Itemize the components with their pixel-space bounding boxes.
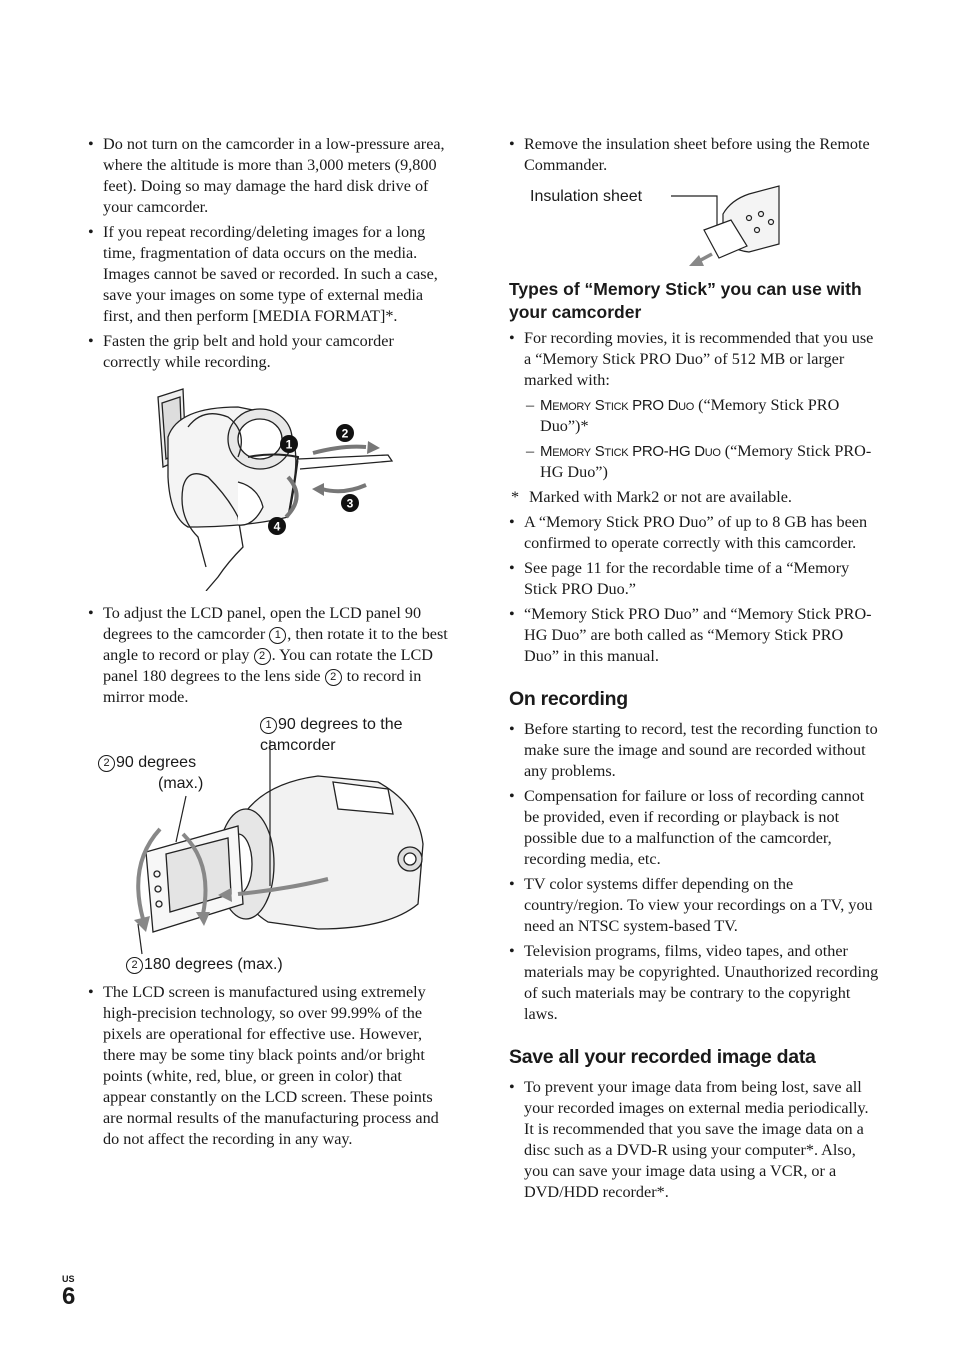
step-1-label: 1	[285, 437, 293, 452]
list-item: • See page 11 for the recordable time of a “Memory Stick PRO Duo.”	[509, 558, 881, 600]
lcd-panel-illustration	[88, 714, 448, 982]
list-item: • Compensation for failure or loss of recording cannot be provided, even if recording or playback is not possible due to a malfunction of the camcorder, recording media, etc.	[509, 786, 881, 870]
region-code: US	[62, 1274, 75, 1284]
step-2-label: 2	[341, 426, 349, 441]
list-item: – Memory Stick PRO Duo (“Memory Stick PRO Duo”)*	[526, 396, 840, 435]
recording-list	[509, 719, 881, 1025]
list-item: • Fasten the grip belt and hold your camcorder correctly while recording.	[88, 331, 448, 373]
save-data-list	[509, 1077, 881, 1203]
precautions-list	[88, 134, 448, 373]
camcorder-grip-illustration	[88, 377, 448, 591]
list-item: • Remove the insulation sheet before using the Remote Commander.	[509, 134, 881, 176]
list-item: • Television programs, films, video tapes, and other materials may be copyrighted. Unauthorized recording of such materials may be contrary to the copyright laws.	[509, 941, 881, 1025]
ms-pro-hg-duo-logo: Memory Stick PRO-HG Duo	[540, 443, 721, 460]
mark2-note: * Marked with Mark2 or not are available.	[511, 488, 792, 506]
remote-commander-illustration	[509, 184, 881, 274]
list-item: • Before starting to record, test the recording function to make sure the image and sound are recorded without any problems.	[509, 719, 881, 782]
lcd-rotation-figure	[88, 714, 448, 982]
list-item: • To prevent your image data from being lost, save all your recorded images on external media periodically. It is recommended that you save the image data on a disc such as a DVD-R using your computer*. Also, you can save your image data using a VCR, or a DVD/HDD recorder*.	[509, 1077, 881, 1203]
lcd-screen-list	[88, 982, 448, 1150]
remote-list	[509, 134, 881, 176]
circled-1: 1	[269, 627, 286, 644]
list-item: • A “Memory Stick PRO Duo” of up to 8 GB has been confirmed to operate correctly with this camcorder.	[509, 512, 881, 554]
right-column	[509, 134, 881, 1207]
on-recording-heading: On recording	[509, 688, 628, 710]
list-item: • Do not turn on the camcorder in a low-pressure area, where the altitude is more than 3,000 meters (9,800 feet). Doing so may damage the hard disk drive of your camcorder.	[88, 134, 448, 218]
step-3-label: 3	[346, 496, 354, 511]
list-item: • If you repeat recording/deleting images for a long time, fragmentation of data occurs on the media. Images cannot be saved or recorded. In such a case, save your images on some type of external media first, and then perform [MEDIA FORMAT]*.	[88, 222, 448, 327]
save-data-heading: Save all your recorded image data	[509, 1046, 816, 1068]
insulation-sheet-label: Insulation sheet	[530, 188, 643, 205]
label-90-to-camcorder: 1 90 degrees to the camcorder	[260, 716, 403, 754]
left-column	[88, 134, 448, 1154]
list-item: • The LCD screen is manufactured using extremely high-precision technology, so over 99.99% of the pixels are operational for effective use. However, there may be some tiny black points and/or bright points (white, red, blue, or green in color) that appear constantly on the LCD screen. These points are normal results of the manufacturing process and do not affect the recording in any way.	[88, 982, 448, 1150]
page-number	[62, 1274, 75, 1310]
ms-pro-duo-logo: Memory Stick PRO Duo	[540, 397, 695, 414]
lcd-adjust-list	[88, 603, 448, 708]
list-item: • To adjust the LCD panel, open the LCD panel 90 degrees to the camcorder 1 , then rotate it to the best angle to record or play 2 . You can rotate the LCD panel 180 degrees to the lens side 2 to record in mirror mode.	[88, 603, 448, 708]
memory-stick-list-2	[509, 512, 881, 667]
label-180-max: 2 180 degrees (max.)	[126, 954, 426, 975]
memory-stick-types	[509, 395, 881, 483]
list-item: • TV color systems differ depending on the country/region. To view your recordings on a TV, you need an NTSC system-based TV.	[509, 874, 881, 937]
grip-belt-figure	[88, 377, 448, 591]
page-number-value: 6	[62, 1283, 76, 1310]
memory-stick-heading: Types of “Memory Stick” you can use with your camcorder	[509, 279, 862, 322]
memory-stick-list	[509, 328, 881, 391]
list-item: • “Memory Stick PRO Duo” and “Memory Stick PRO-HG Duo” are both called as “Memory Stick PRO Duo” in this manual.	[509, 604, 881, 667]
label-90-max: 2 90 degrees (max.)	[98, 752, 218, 794]
list-item: – Memory Stick PRO-HG Duo (“Memory Stick PRO-HG Duo”)	[526, 442, 872, 481]
insulation-sheet-figure	[509, 184, 881, 274]
circled-2: 2	[254, 648, 271, 665]
list-item: • For recording movies, it is recommended that you use a “Memory Stick PRO Duo” of 512 MB or larger marked with:	[509, 328, 881, 391]
step-4-label: 4	[273, 519, 281, 534]
circled-2: 2	[325, 669, 342, 686]
